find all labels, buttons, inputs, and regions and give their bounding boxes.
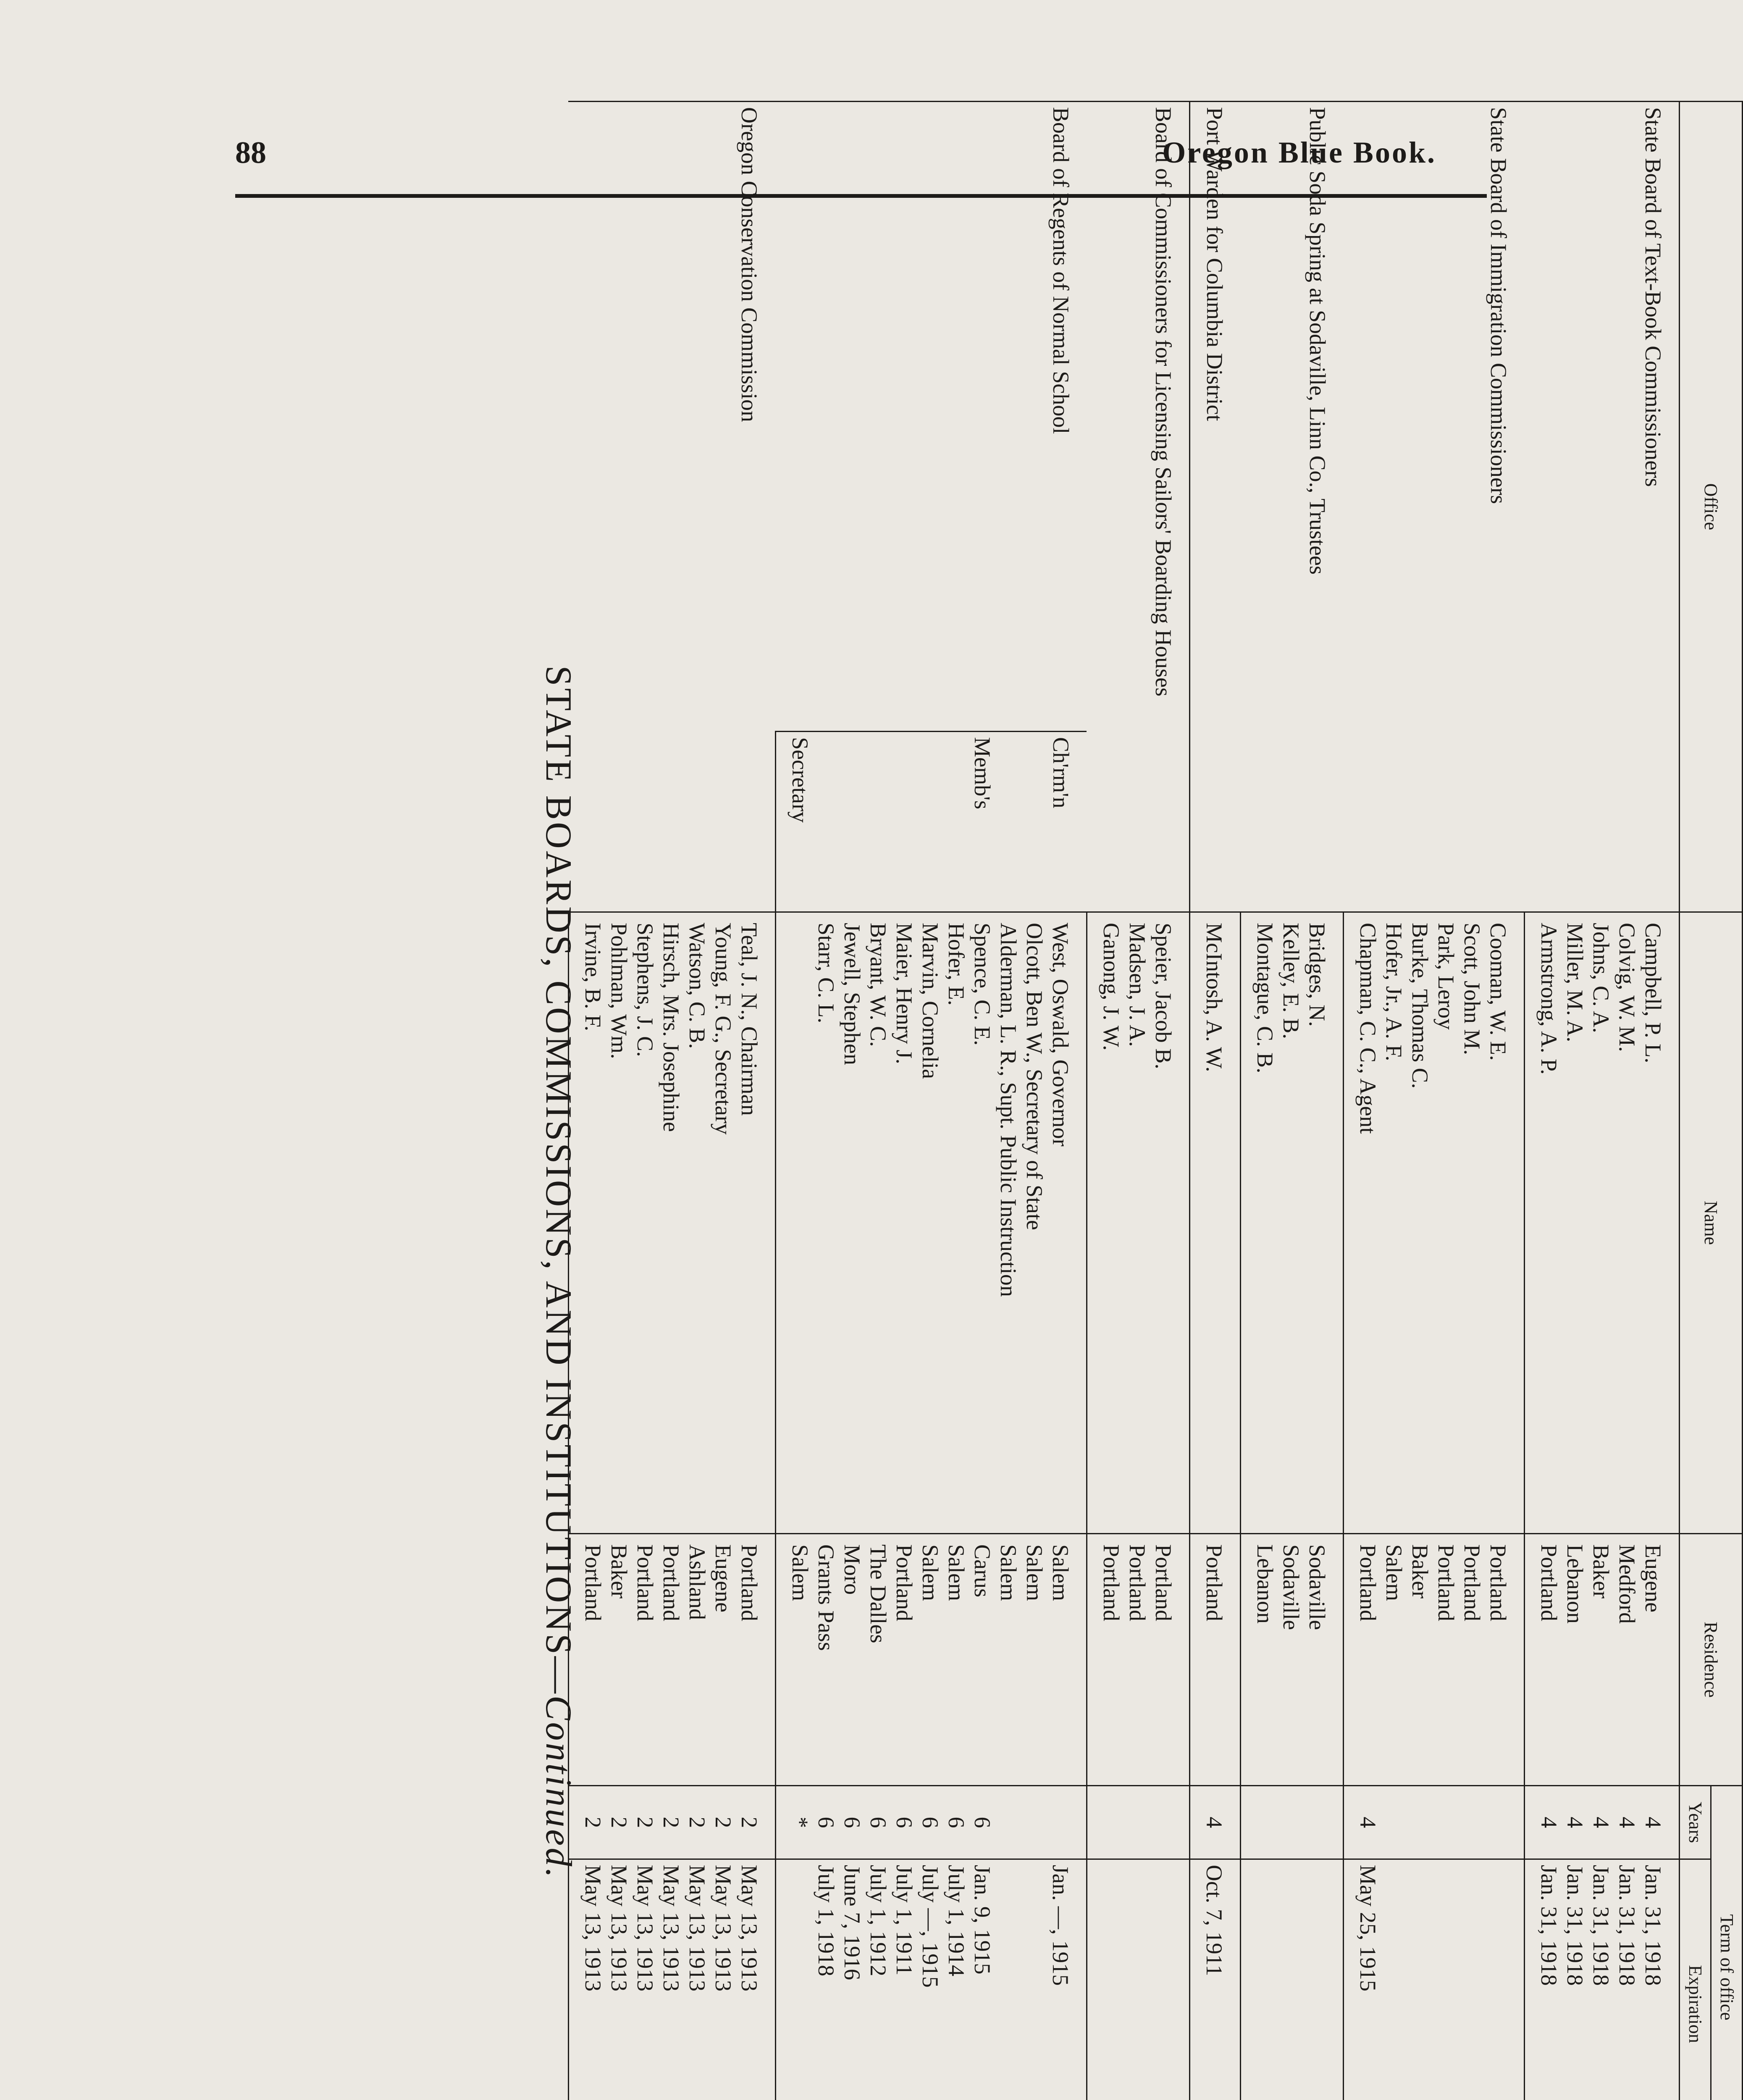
name-cell: Spence, C. E. xyxy=(969,912,995,1534)
residence-cell: Portland xyxy=(658,1534,684,1786)
residence-cell: Lebanon xyxy=(1241,1534,1278,1786)
years-cell: 4 xyxy=(1190,1786,1241,1859)
residence-cell: Portland xyxy=(569,1534,606,1786)
years-cell xyxy=(1241,1786,1278,1859)
years-cell xyxy=(1304,1786,1344,1859)
years-cell: 4 xyxy=(1344,1786,1381,1859)
name-cell: Hofer, E. xyxy=(943,912,969,1534)
role-cell xyxy=(917,732,943,912)
years-cell xyxy=(1278,1786,1304,1859)
term-header: Term of office xyxy=(1711,1786,1743,2100)
role-cell xyxy=(995,732,1021,912)
name-cell: Bryant, W. C. xyxy=(865,912,891,1534)
name-header: Name xyxy=(1680,912,1743,1534)
residence-cell: Portland xyxy=(736,1534,776,1786)
name-cell xyxy=(776,912,814,1534)
name-cell: Chapman, C. C., Agent xyxy=(1344,912,1381,1534)
residence-cell: Baker xyxy=(606,1534,632,1786)
residence-cell: Portland xyxy=(1150,1534,1190,1786)
name-cell: Irvine, B. F. xyxy=(569,912,606,1534)
residence-cell: Sodaville xyxy=(1278,1534,1304,1786)
expiration-cell xyxy=(1485,1859,1525,2100)
years-cell: * xyxy=(776,1786,814,1859)
years-cell xyxy=(1459,1786,1485,1859)
expiration-cell: June 7, 1916 xyxy=(839,1859,865,2100)
expiration-cell: May 13, 1913 xyxy=(606,1859,632,2100)
name-cell: Starr, C. L. xyxy=(813,912,839,1534)
years-cell: 6 xyxy=(839,1786,865,1859)
name-cell: Jewell, Stephen xyxy=(839,912,865,1534)
page-number: 88 xyxy=(235,136,266,170)
expiration-cell: July 1, 1911 xyxy=(891,1859,917,2100)
role-cell: Memb's xyxy=(969,732,995,912)
residence-cell: Baker xyxy=(1407,1534,1433,1786)
table-row xyxy=(1047,102,1087,2100)
name-cell: Johns, C. A. xyxy=(1588,912,1614,1534)
expiration-cell: Jan. 31, 1918 xyxy=(1614,1859,1640,2100)
years-cell: 6 xyxy=(969,1786,995,1859)
years-cell: 2 xyxy=(569,1786,606,1859)
expiration-cell xyxy=(1124,1859,1150,2100)
residence-cell: Eugene xyxy=(710,1534,736,1786)
table-title-main: STATE BOARDS, COMMISSIONS, AND INSTITUTIONS— xyxy=(538,665,579,1696)
office-cell: Board of Regents of Normal School xyxy=(776,102,1087,732)
name-cell: Cooman, W. E. xyxy=(1485,912,1525,1534)
years-cell: 2 xyxy=(658,1786,684,1859)
residence-cell: Portland xyxy=(1459,1534,1485,1786)
running-title: Oregon Blue Book. xyxy=(1162,136,1436,169)
role-cell xyxy=(865,732,891,912)
name-cell: Madsen, J. A. xyxy=(1124,912,1150,1534)
expiration-cell: May 13, 1913 xyxy=(632,1859,658,2100)
expiration-cell: Jan. 31, 1918 xyxy=(1640,1859,1680,2100)
table-row xyxy=(1190,102,1241,2100)
table-title xyxy=(537,101,580,2100)
years-cell: 6 xyxy=(917,1786,943,1859)
office-header: Office xyxy=(1680,102,1743,912)
role-cell xyxy=(813,732,839,912)
name-cell: Park, Leroy xyxy=(1433,912,1459,1534)
expiration-cell: May 13, 1913 xyxy=(684,1859,710,2100)
years-cell: 4 xyxy=(1588,1786,1614,1859)
residence-cell: Lebanon xyxy=(1562,1534,1588,1786)
name-cell: Montague, C. B. xyxy=(1241,912,1278,1534)
name-cell: Alderman, L. R., Supt. Public Instruction xyxy=(995,912,1021,1534)
name-cell: Kelley, E. B. xyxy=(1278,912,1304,1534)
years-cell: 2 xyxy=(632,1786,658,1859)
table-body xyxy=(569,102,1680,2100)
name-cell: McIntosh, A. W. xyxy=(1190,912,1241,1534)
expiration-cell xyxy=(1021,1859,1047,2100)
table-title-continued: Continued. xyxy=(538,1695,579,1880)
office-cell: Board of Commissioners for Licensing Sailors' Boarding Houses xyxy=(1087,102,1190,912)
expiration-header: Expiration xyxy=(1680,1859,1711,2100)
expiration-cell: Jan. —, 1915 xyxy=(1047,1859,1087,2100)
years-cell: 2 xyxy=(736,1786,776,1859)
expiration-cell xyxy=(1459,1859,1485,2100)
years-cell xyxy=(1087,1786,1125,1859)
expiration-cell: Jan. 9, 1915 xyxy=(969,1859,995,2100)
expiration-cell xyxy=(776,1859,814,2100)
name-cell: Stephens, J. C. xyxy=(632,912,658,1534)
years-cell xyxy=(1485,1786,1525,1859)
name-cell: Watson, C. B. xyxy=(684,912,710,1534)
name-cell: Ganong, J. W. xyxy=(1087,912,1125,1534)
years-cell xyxy=(1433,1786,1459,1859)
years-header: Years xyxy=(1680,1786,1711,1859)
years-cell: 2 xyxy=(606,1786,632,1859)
table-row xyxy=(1640,102,1680,2100)
office-cell: Port Warden for Columbia District xyxy=(1190,102,1241,912)
table-row xyxy=(1150,102,1190,2100)
expiration-cell xyxy=(995,1859,1021,2100)
role-cell: Secretary xyxy=(776,732,814,912)
name-cell: Campbell, P. L. xyxy=(1640,912,1680,1534)
name-cell: West, Oswald, Governor xyxy=(1047,912,1087,1534)
years-cell: 2 xyxy=(710,1786,736,1859)
residence-cell: Portland xyxy=(1087,1534,1125,1786)
expiration-cell xyxy=(1381,1859,1407,2100)
residence-cell: Salem xyxy=(1381,1534,1407,1786)
expiration-cell xyxy=(1407,1859,1433,2100)
expiration-cell: July 1, 1918 xyxy=(813,1859,839,2100)
expiration-cell: July —, 1915 xyxy=(917,1859,943,2100)
role-cell xyxy=(943,732,969,912)
expiration-cell: July 1, 1914 xyxy=(943,1859,969,2100)
table-row xyxy=(736,102,776,2100)
residence-cell: Portland xyxy=(1485,1534,1525,1786)
expiration-cell: May 13, 1913 xyxy=(710,1859,736,2100)
expiration-cell xyxy=(1241,1859,1278,2100)
name-cell: Colvig, W. M. xyxy=(1614,912,1640,1534)
office-cell: State Board of Immigration Commissioners xyxy=(1344,102,1525,912)
role-cell xyxy=(1021,732,1047,912)
residence-cell: Medford xyxy=(1614,1534,1640,1786)
expiration-cell xyxy=(1278,1859,1304,2100)
residence-cell: Portland xyxy=(1525,1534,1562,1786)
residence-cell: Salem xyxy=(917,1534,943,1786)
residence-cell: Salem xyxy=(943,1534,969,1786)
name-cell: Marvin, Cornelia xyxy=(917,912,943,1534)
years-cell: 6 xyxy=(891,1786,917,1859)
residence-cell: Portland xyxy=(891,1534,917,1786)
years-cell xyxy=(1381,1786,1407,1859)
years-cell: 6 xyxy=(943,1786,969,1859)
role-cell xyxy=(891,732,917,912)
residence-cell: The Dalles xyxy=(865,1534,891,1786)
residence-cell: Portland xyxy=(632,1534,658,1786)
residence-cell: Portland xyxy=(1433,1534,1459,1786)
office-cell: State Board of Text-Book Commissioners xyxy=(1525,102,1680,912)
expiration-cell: Jan. 31, 1918 xyxy=(1588,1859,1614,2100)
name-cell: Burke, Thomas C. xyxy=(1407,912,1433,1534)
office-cell: Public Soda Spring at Sodaville, Linn Co., Trustees xyxy=(1241,102,1344,912)
years-cell xyxy=(995,1786,1021,1859)
residence-cell: Portland xyxy=(1124,1534,1150,1786)
expiration-cell: May 25, 1915 xyxy=(1344,1859,1381,2100)
years-cell xyxy=(1150,1786,1190,1859)
residence-cell: Grants Pass xyxy=(813,1534,839,1786)
years-cell xyxy=(1407,1786,1433,1859)
residence-cell: Sodaville xyxy=(1304,1534,1344,1786)
residence-cell: Salem xyxy=(1021,1534,1047,1786)
rotated-table-block xyxy=(483,101,1743,2100)
role-cell xyxy=(839,732,865,912)
residence-cell: Carus xyxy=(969,1534,995,1786)
residence-cell: Portland xyxy=(1344,1534,1381,1786)
role-cell: Ch'rm'n xyxy=(1047,732,1087,912)
expiration-cell xyxy=(1087,1859,1125,2100)
residence-cell: Ashland xyxy=(684,1534,710,1786)
residence-header: Residence xyxy=(1680,1534,1743,1786)
expiration-cell: Jan. 31, 1918 xyxy=(1562,1859,1588,2100)
expiration-cell: May 13, 1913 xyxy=(658,1859,684,2100)
years-cell: 4 xyxy=(1640,1786,1680,1859)
name-cell: Bridges, N. xyxy=(1304,912,1344,1534)
expiration-cell: May 13, 1913 xyxy=(569,1859,606,2100)
name-cell: Miller, M. A. xyxy=(1562,912,1588,1534)
years-cell: 4 xyxy=(1525,1786,1562,1859)
expiration-cell: July 1, 1912 xyxy=(865,1859,891,2100)
name-cell: Teal, J. N., Chairman xyxy=(736,912,776,1534)
years-cell xyxy=(1047,1786,1087,1859)
residence-cell: Salem xyxy=(776,1534,814,1786)
years-cell xyxy=(1021,1786,1047,1859)
years-cell: 4 xyxy=(1614,1786,1640,1859)
expiration-cell: Oct. 7, 1911 xyxy=(1190,1859,1241,2100)
office-cell: Oregon Conservation Commission xyxy=(569,102,776,912)
residence-cell: Salem xyxy=(995,1534,1021,1786)
expiration-cell xyxy=(1433,1859,1459,2100)
residence-cell: Baker xyxy=(1588,1534,1614,1786)
name-cell: Scott, John M. xyxy=(1459,912,1485,1534)
name-cell: Hirsch, Mrs. Josephine xyxy=(658,912,684,1534)
years-cell xyxy=(1124,1786,1150,1859)
name-cell: Armstrong, A. P. xyxy=(1525,912,1562,1534)
table-row xyxy=(1304,102,1344,2100)
residence-cell: Eugene xyxy=(1640,1534,1680,1786)
expiration-cell xyxy=(1304,1859,1344,2100)
expiration-cell xyxy=(1150,1859,1190,2100)
expiration-cell: May 13, 1913 xyxy=(736,1859,776,2100)
name-cell: Olcott, Ben W., Secretary of State xyxy=(1021,912,1047,1534)
residence-cell: Salem xyxy=(1047,1534,1087,1786)
officials-table xyxy=(568,101,1743,2100)
years-cell: 6 xyxy=(865,1786,891,1859)
years-cell: 4 xyxy=(1562,1786,1588,1859)
years-cell: 6 xyxy=(813,1786,839,1859)
residence-cell: Moro xyxy=(839,1534,865,1786)
name-cell: Speier, Jacob B. xyxy=(1150,912,1190,1534)
name-cell: Pohlman, Wm. xyxy=(606,912,632,1534)
name-cell: Young, F. G., Secretary xyxy=(710,912,736,1534)
name-cell: Hofer, Jr., A. F. xyxy=(1381,912,1407,1534)
residence-cell: Portland xyxy=(1190,1534,1241,1786)
expiration-cell: Jan. 31, 1918 xyxy=(1525,1859,1562,2100)
table-row xyxy=(1485,102,1525,2100)
years-cell: 2 xyxy=(684,1786,710,1859)
name-cell: Maier, Henry J. xyxy=(891,912,917,1534)
